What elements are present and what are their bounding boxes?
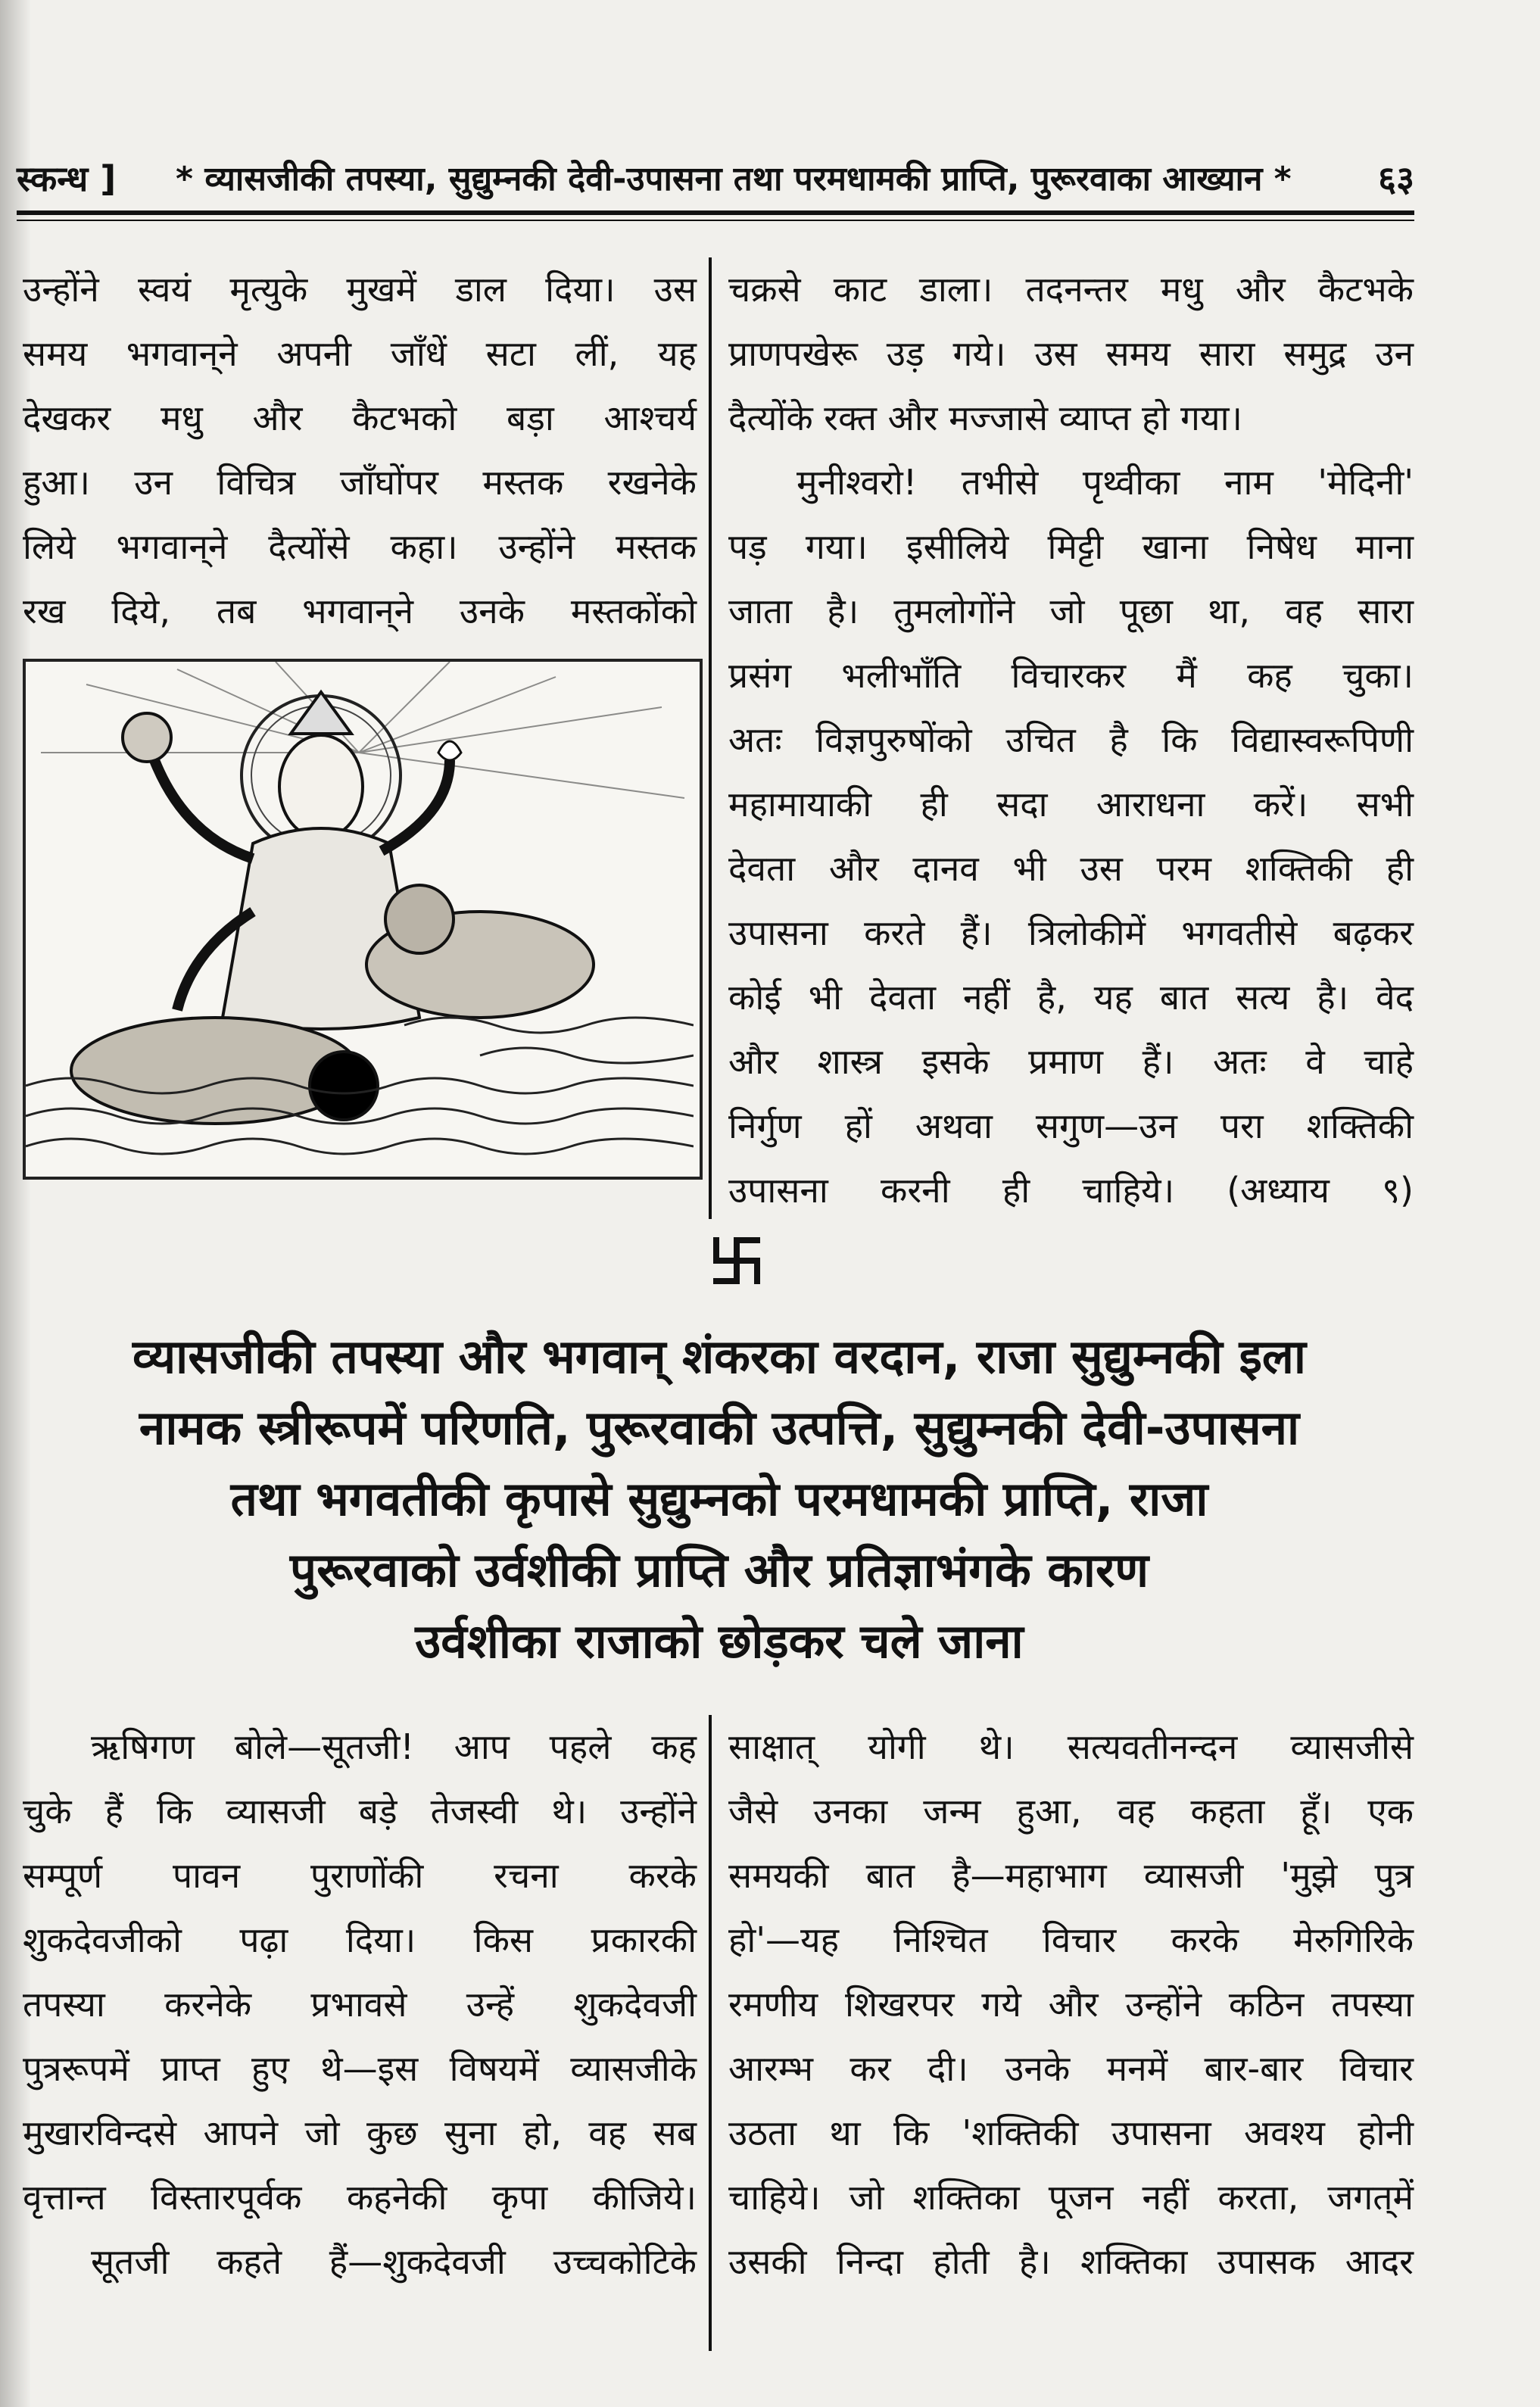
text-line: अतः विज्ञपुरुषोंको उचित है कि विद्यास्वरूपिणी <box>728 719 1414 760</box>
text-line: साक्षात् योगी थे। सत्यवतीनन्दन व्यासजीसे <box>728 1726 1414 1767</box>
text-line: देवता और दानव भी उस परम शक्तिकी ही <box>728 848 1414 889</box>
text-line: चाहिये। जो शक्तिका पूजन नहीं करता, जगत्‌में <box>728 2177 1414 2218</box>
text-line: सम्पूर्ण पावन पुराणोंकी रचना करके <box>23 1855 697 1896</box>
text-line: समयकी बात है—महाभाग व्यासजी 'मुझे पुत्र <box>728 1855 1414 1896</box>
text-line: प्रसंग भलीभाँति विचारकर मैं कह चुका। <box>728 655 1414 696</box>
text-line: मुखारविन्दसे आपने जो कुछ सुना हो, वह सब <box>23 2112 697 2153</box>
upper-right-column <box>728 257 1414 1223</box>
text-line: सूतजी कहते हैं—शुकदेवजी उच्चकोटिके <box>91 2241 697 2282</box>
chapter-title-line: तथा भगवतीकी कृपासे सुद्युम्नको परमधामकी प्राप्ति, राजा <box>230 1471 1208 1526</box>
text-line: तपस्या करनेके प्रभावसे उन्हें शुकदेवजी <box>23 1984 697 2025</box>
text-line: समय भगवान्‌ने अपनी जाँधें सटा लीं, यह <box>23 333 697 374</box>
text-line: मुनीश्वरो! तभीसे पृथ्वीका नाम 'मेदिनी' <box>796 462 1414 503</box>
text-line: ऋषिगण बोले—सूतजी! आप पहले कह <box>91 1726 697 1767</box>
text-line: शुकदेवजीको पढ़ा दिया। किस प्रकारकी <box>23 1919 697 1960</box>
text-line: रख दिये, तब भगवान्‌ने उनके मस्तकोंको <box>23 591 697 631</box>
chapter-title-line: नामक स्त्रीरूपमें परिणति, पुरूरवाकी उत्पत्ति, सुद्युम्नकी देवी-उपासना <box>139 1400 1300 1455</box>
text-line: लिये भगवान्‌ने दैत्योंसे कहा। उन्होंने मस्तक <box>23 526 697 567</box>
running-header <box>17 148 1414 203</box>
page-number: ६३ <box>1378 158 1414 199</box>
upper-left-column <box>23 257 697 644</box>
vishnu-illustration <box>23 659 703 1180</box>
chapter-title-line: पुरूरवाको उर्वशीकी प्राप्ति और प्रतिज्ञाभंगके कारण <box>289 1542 1149 1598</box>
header-rule-thin <box>17 220 1414 221</box>
text-line: देखकर मधु और कैटभको बड़ा आश्चर्य <box>23 398 697 438</box>
text-line: उपासना करते हैं। त्रिलोकीमें भगवतीसे बढ़कर <box>728 912 1414 953</box>
swastika-divider-icon <box>712 1236 762 1286</box>
chapter-title <box>23 1321 1416 1677</box>
header-rule-thick <box>17 210 1414 215</box>
text-line: उपासना करनी ही चाहिये। (अध्याय ९) <box>728 1170 1414 1211</box>
text-line: महामायाकी ही सदा आराधना करें। सभी <box>728 784 1414 825</box>
text-line: पड़ गया। इसीलिये मिट्टी खाना निषेध माना <box>728 526 1414 567</box>
text-line: उन्होंने स्वयं मृत्युके मुखमें डाल दिया। उस <box>23 269 697 310</box>
text-line: कोई भी देवता नहीं है, यह बात सत्य है। वेद <box>728 977 1414 1018</box>
lower-left-column <box>23 1715 697 2294</box>
text-line: उठता था कि 'शक्तिकी उपासना अवश्य होनी <box>728 2112 1414 2153</box>
column-divider-lower <box>709 1715 712 2351</box>
text-line: पुत्ररूपमें प्राप्त हुए थे—इस विषयमें व्यासजीके <box>23 2048 697 2089</box>
chapter-title-line: व्यासजीकी तपस्या और भगवान् शंकरका वरदान, राजा सुद्युम्नकी इला <box>132 1329 1306 1384</box>
text-line: और शास्त्र इसके प्रमाण हैं। अतः वे चाहे <box>728 1041 1414 1082</box>
text-line: हुआ। उन विचित्र जाँघोंपर मस्तक रखनेके <box>23 462 697 503</box>
text-line: उसकी निन्दा होती है। शक्तिका उपासक आदर <box>728 2241 1414 2282</box>
text-line: चुके हैं कि व्यासजी बड़े तेजस्वी थे। उन्होंने <box>23 1791 697 1832</box>
column-divider-upper <box>709 257 712 1219</box>
header-title: * व्यासजीकी तपस्या, सुद्युम्नकी देवी-उपासना तथा परमधामकी प्राप्ति, पुरूरवाका आख्यान * <box>176 160 1292 198</box>
text-line: जैसे उनका जन्म हुआ, वह कहता हूँ। एक <box>728 1791 1414 1832</box>
vishnu-slaying-madhu-kaitabha-icon <box>26 662 694 1171</box>
text-line: वृत्तान्त विस्तारपूर्वक कहनेकी कृपा कीजिये। <box>23 2177 697 2218</box>
text-line: रमणीय शिखरपर गये और उन्होंने कठिन तपस्या <box>728 1984 1414 2025</box>
text-line: जाता है। तुमलोगोंने जो पूछा था, वह सारा <box>728 591 1414 631</box>
header-skandha: स्कन्ध ] <box>17 158 117 199</box>
text-line: चक्रसे काट डाला। तदनन्तर मधु और कैटभके <box>728 269 1414 310</box>
lower-right-column <box>728 1715 1414 2294</box>
text-line: हो'—यह निश्चित विचार करके मेरुगिरिके <box>728 1919 1414 1960</box>
text-line: दैत्योंके रक्त और मज्जासे व्याप्त हो गया। <box>728 398 1242 438</box>
text-line: निर्गुण हों अथवा सगुण—उन परा शक्तिकी <box>728 1105 1414 1146</box>
text-line: प्राणपखेरू उड़ गये। उस समय सारा समुद्र उन <box>728 333 1414 374</box>
text-line: आरम्भ कर दी। उनके मनमें बार-बार विचार <box>728 2048 1414 2089</box>
chapter-title-line: उर्वशीका राजाको छोड़कर चले जाना <box>415 1614 1024 1669</box>
